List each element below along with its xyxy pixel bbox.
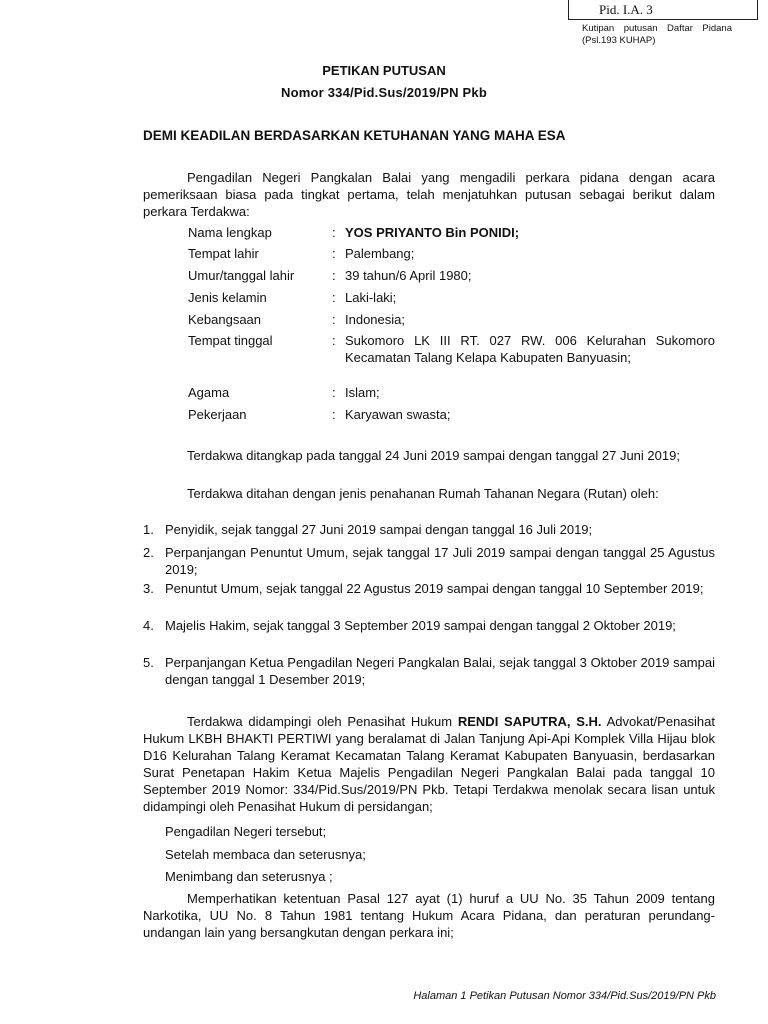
identity-colon: : [332, 268, 336, 283]
page-footer: Halaman 1 Petikan Putusan Nomor 334/Pid.Sus/2019/PN Pkb [413, 990, 716, 1002]
list-item [143, 521, 715, 538]
list-number: 3. [143, 581, 154, 596]
list-item [143, 617, 715, 634]
identity-colon: : [332, 333, 336, 348]
list-number: 4. [143, 618, 154, 633]
document-code-note: Kutipan putusan Daftar Pidana (Psl.193 KUHAP) [582, 23, 732, 46]
justice-heading: DEMI KEADILAN BERDASARKAN KETUHANAN YANG MAHA ESA [143, 128, 566, 143]
identity-value: Sukomoro LK III RT. 027 RW. 006 Kelurahan Sukomoro Kecamatan Talang Kelapa Kabupaten Banyuasin; [345, 333, 715, 365]
list-text: Perpanjangan Ketua Pengadilan Negeri Pangkalan Balai, sejak tanggal 3 Oktober 2019 sampai dengan tanggal 1 Desember 2019; [165, 655, 715, 687]
identity-row-age [188, 267, 715, 284]
identity-colon: : [332, 385, 336, 400]
identity-label: Kebangsaan [188, 312, 262, 327]
identity-colon: : [332, 290, 336, 305]
list-item [143, 580, 715, 597]
identity-label: Umur/tanggal lahir [188, 268, 295, 283]
identity-label: Pekerjaan [188, 407, 247, 422]
counsel-name: RENDI SAPUTRA, S.H. [457, 714, 602, 729]
counsel-text-before: Terdakwa didampingi oleh Penasihat Hukum [187, 714, 458, 729]
identity-label: Tempat tinggal [188, 333, 273, 348]
identity-row-occupation [188, 406, 715, 423]
identity-row-religion [188, 384, 715, 401]
court-line: Pengadilan Negeri tersebut; [165, 824, 327, 839]
list-text: Penuntut Umum, sejak tanggal 22 Agustus 2019 sampai dengan tanggal 10 September 2019; [165, 581, 704, 596]
counsel-text-after: Advokat/Penasihat Hukum LKBH BHAKTI PERTIWI yang beralamat di Jalan Tanjung Api-Api Komplek Villa Hijau blok D16 Kelurahan Talang Keramat Kecamatan Talang Keramat Kabupaten Banyuasin, berdasarkan Surat Penetapan Hakim Ketua Majelis Pengadilan Negeri Pangkalan Balai pada tanggal 10 September 2019 Nomor: 334/Pid.Sus/2019/PN Pkb. Tetapi Terdakwa menolak secara lisan untuk didampingi oleh Penasihat Hukum di persidangan; [143, 714, 715, 814]
identity-colon: : [332, 246, 336, 261]
identity-label: Nama lengkap [188, 225, 272, 240]
identity-row-sex [188, 289, 715, 306]
list-text: Penyidik, sejak tanggal 27 Juni 2019 sampai dengan tanggal 16 Juli 2019; [165, 522, 593, 537]
counsel-paragraph [143, 713, 715, 815]
list-number: 2. [143, 545, 154, 560]
document-title: PETIKAN PUTUSAN [322, 63, 446, 78]
list-item [143, 654, 715, 688]
identity-label: Tempat lahir [188, 246, 259, 261]
identity-value: Palembang; [345, 246, 415, 261]
identity-value: Laki-laki; [345, 290, 397, 305]
identity-value: Indonesia; [345, 312, 405, 327]
identity-row-nationality [188, 311, 715, 328]
identity-row-birthplace [188, 245, 715, 262]
identity-label: Jenis kelamin [188, 290, 267, 305]
arrest-paragraph: Terdakwa ditangkap pada tanggal 24 Juni 2019 sampai dengan tanggal 27 Juni 2019; [187, 448, 680, 463]
intro-paragraph: Pengadilan Negeri Pangkalan Balai yang mengadili perkara pidana dengan acara pemeriksaan biasa pada tingkat pertama, telah menjatuhkan putusan sebagai berikut dalam perkara Terdakwa: [143, 170, 715, 219]
legal-basis-paragraph: Memperhatikan ketentuan Pasal 127 ayat (1) huruf a UU No. 35 Tahun 2009 tentang Narkotika, UU No. 8 Tahun 1981 tentang Hukum Acara Pidana, dan peraturan perundang-undangan lain yang bersangkutan dengan perkara ini; [143, 891, 715, 940]
identity-value: Karyawan swasta; [345, 407, 451, 422]
list-text: Perpanjangan Penuntut Umum, sejak tanggal 17 Juli 2019 sampai dengan tanggal 25 Agustus 2019; [165, 545, 715, 577]
identity-row-address [188, 332, 715, 366]
case-number: Nomor 334/Pid.Sus/2019/PN Pkb [281, 85, 487, 100]
list-number: 5. [143, 655, 154, 670]
identity-colon: : [332, 225, 336, 240]
considering-line: Menimbang dan seterusnya ; [165, 869, 333, 884]
list-text: Majelis Hakim, sejak tanggal 3 September 2019 sampai dengan tanggal 2 Oktober 2019; [165, 618, 676, 633]
reading-line: Setelah membaca dan seterusnya; [165, 847, 366, 862]
identity-colon: : [332, 312, 336, 327]
list-item [143, 544, 715, 578]
identity-value: YOS PRIYANTO Bin PONIDI; [345, 225, 520, 240]
identity-value: 39 tahun/6 April 1980; [345, 268, 472, 283]
document-code-box: Pid. I.A. 3 [568, 0, 758, 20]
list-number: 1. [143, 522, 154, 537]
identity-colon: : [332, 407, 336, 422]
identity-value: Islam; [345, 385, 380, 400]
detention-intro-paragraph: Terdakwa ditahan dengan jenis penahanan Rumah Tahanan Negara (Rutan) oleh: [187, 486, 659, 501]
identity-row-name [188, 224, 715, 241]
identity-label: Agama [188, 385, 230, 400]
